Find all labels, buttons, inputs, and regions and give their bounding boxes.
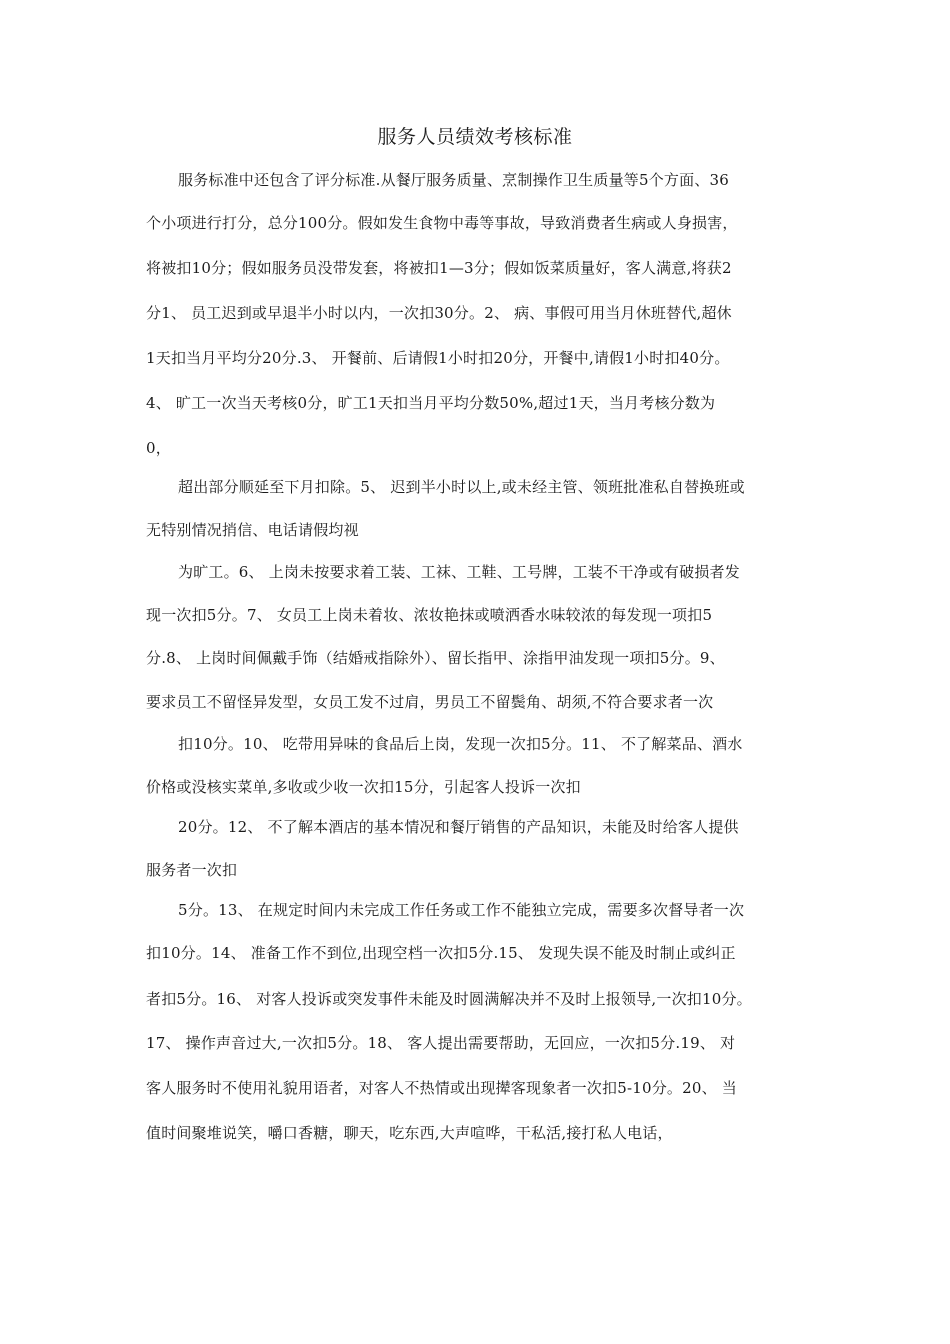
text-line: 扣10分。14、 准备工作不到位,出现空档一次扣5分.15、 发现失误不能及时制止或纠正: [146, 944, 736, 962]
text-line: 17、 操作声音过大,一次扣5分。18、 客人提出需要帮助，无回应，一次扣5分.19、 对: [146, 1034, 736, 1052]
text-line: 服务者一次扣: [146, 861, 238, 879]
text-line: 现一次扣5分。7、 女员工上岗未着妆、浓妆艳抹或喷洒香水味较浓的每发现一项扣5: [146, 606, 713, 624]
text-line: 要求员工不留怪异发型，女员工发不过肩，男员工不留鬓角、胡须,不符合要求者一次: [146, 693, 714, 711]
text-line: 扣10分。10、 吃带用异味的食品后上岗，发现一次扣5分。11、 不了解菜品、酒水: [178, 735, 743, 753]
text-line: 价格或没核实菜单,多收或少收一次扣15分，引起客人投诉一次扣: [146, 778, 581, 796]
text-line: 1天扣当月平均分20分.3、 开餐前、后请假1小时扣20分，开餐中,请假1小时扣40分。: [146, 349, 730, 367]
text-line: 值时间聚堆说笑，嚼口香糖，聊天，吃东西,大声喧哗，干私活,接打私人电话，: [146, 1124, 673, 1142]
text-line: 5分。13、 在规定时间内未完成工作任务或工作不能独立完成，需要多次督导者一次: [178, 901, 745, 919]
text-line: 分1、 员工迟到或早退半小时以内，一次扣30分。2、 病、事假可用当月休班替代,超休: [146, 304, 732, 322]
text-line: 者扣5分。16、 对客人投诉或突发事件未能及时圆满解决并不及时上报领导,一次扣10分。: [146, 990, 752, 1008]
text-line: 服务标准中还包含了评分标准.从餐厅服务质量、烹制操作卫生质量等5个方面、36: [178, 171, 730, 189]
page-title: 服务人员绩效考核标准: [377, 126, 573, 148]
text-line: 超出部分顺延至下月扣除。5、 迟到半小时以上,或未经主管、领班批准私自替换班或: [178, 478, 745, 496]
text-line: 分.8、 上岗时间佩戴手饰（结婚戒指除外）、留长指甲、涂指甲油发现一项扣5分。9、: [146, 649, 725, 667]
text-line: 20分。12、 不了解本酒店的基本情况和餐厅销售的产品知识，未能及时给客人提供: [178, 818, 739, 836]
text-line: 无特别情况捎信、电话请假均视: [146, 521, 359, 539]
text-line: 0，: [146, 439, 171, 457]
text-line: 客人服务时不使用礼貌用语者，对客人不热情或出现撵客现象者一次扣5-10分。20、 当: [146, 1079, 737, 1097]
text-line: 将被扣10分；假如服务员没带发套，将被扣1—3分；假如饭菜质量好，客人满意,将获2: [146, 259, 732, 277]
text-line: 为旷工。6、 上岗未按要求着工装、工袜、工鞋、工号牌，工装不干净或有破损者发: [178, 563, 740, 581]
text-line: 4、 旷工一次当天考核0分，旷工1天扣当月平均分数50%,超过1天，当月考核分数为: [146, 394, 716, 412]
text-line: 个小项进行打分，总分100分。假如发生食物中毒等事故，导致消费者生病或人身损害，: [146, 214, 738, 232]
